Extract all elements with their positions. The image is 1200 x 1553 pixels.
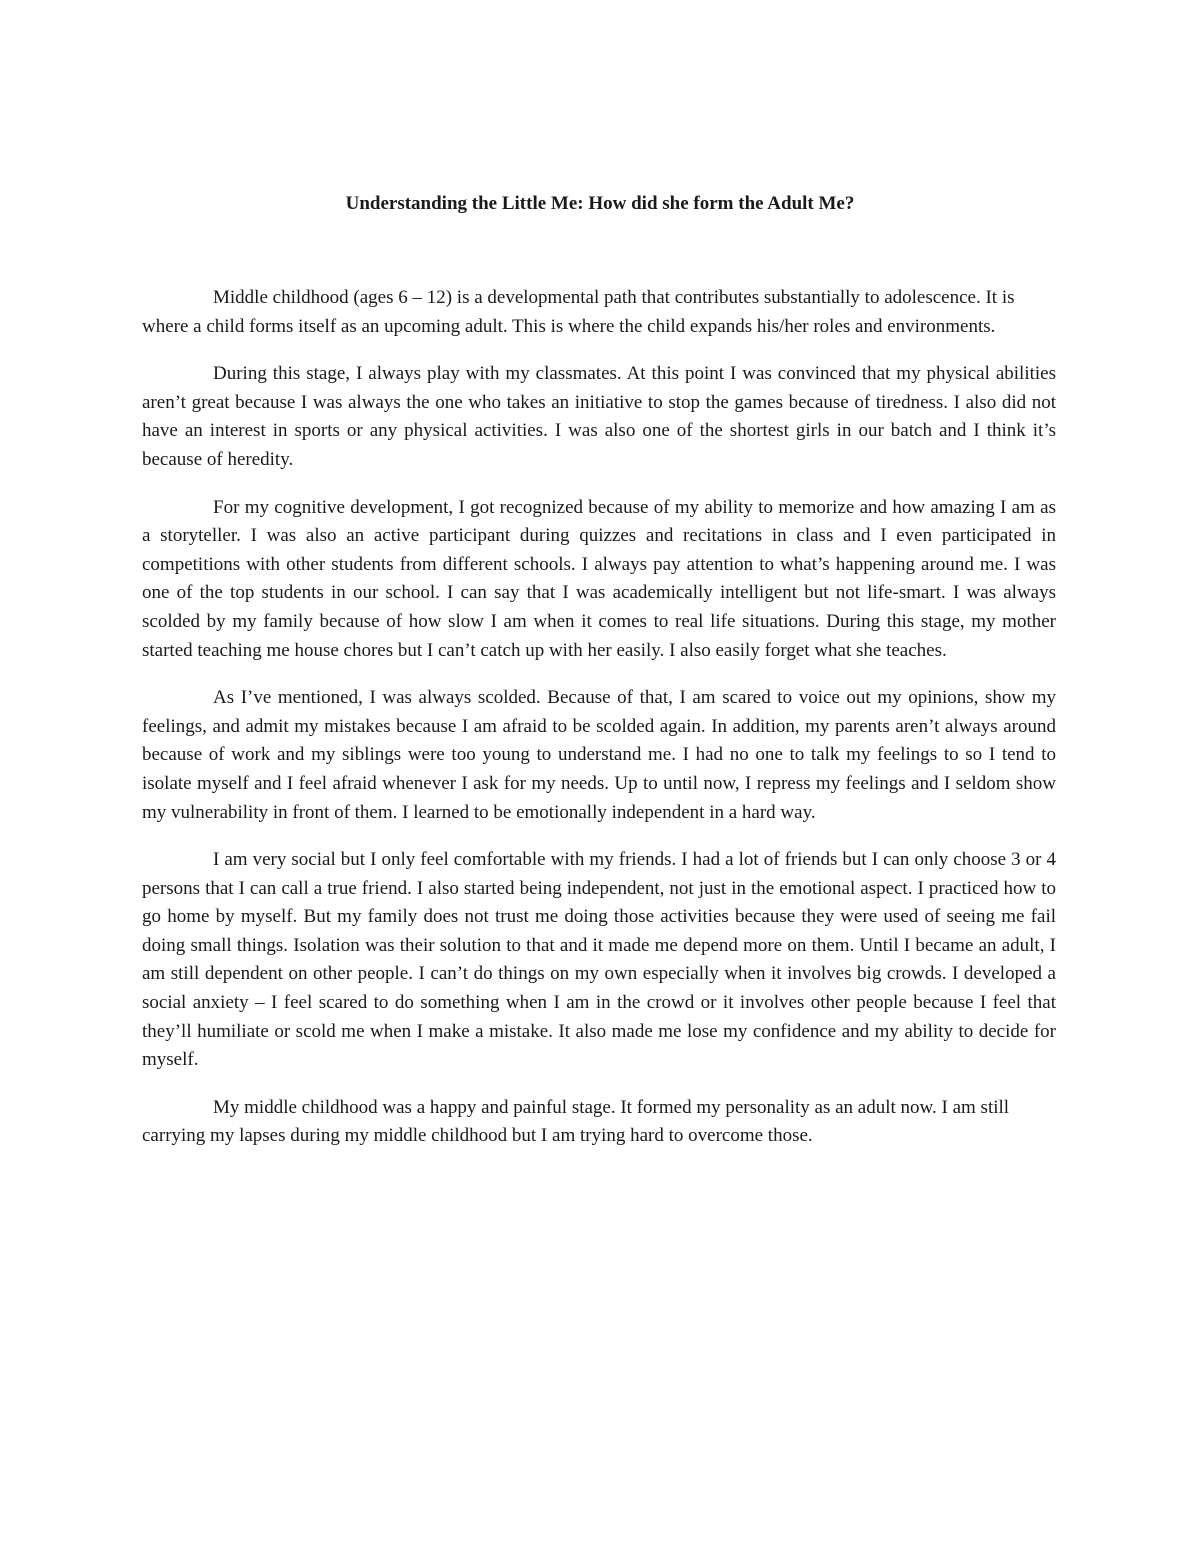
document-body (142, 284, 1056, 1151)
paragraph-emotional: As I’ve mentioned, I was always scolded. Because of that, I am scared to voice out my opinions, show my feelings, and admit my mistakes because I am afraid to be scolded again. In addition, my parents aren’t always around because of work and my siblings were too young to understand me. I had no one to talk my feelings to so I tend to isolate myself and I feel afraid whenever I ask for my needs. Up to until now, I repress my feelings and I seldom show my vulnerability in front of them. I learned to be emotionally independent in a hard way. (142, 687, 1056, 823)
paragraph-cognitive: For my cognitive development, I got recognized because of my ability to memorize and how amazing I am as a storyteller. I was also an active participant during quizzes and recitations in class and I even participated in competitions with other students from different schools. I always pay attention to what’s happening around me. I was one of the top students in our school. I can say that I was academically intelligent but not life-smart. I was always scolded by my family because of how slow I am when it comes to real life situations. During this stage, my mother started teaching me house chores but I can’t catch up with her easily. I also easily forget what she teaches. (142, 496, 1056, 661)
document-title: Understanding the Little Me: How did she form the Adult Me? (345, 193, 855, 214)
paragraph-social: I am very social but I only feel comfortable with my friends. I had a lot of friends but I can only choose 3 or 4 persons that I can call a true friend. I also started being independent, not just in the emotional aspect. I practiced how to go home by myself. But my family does not trust me doing those activities because they were used of seeing me fail doing small things. Isolation was their solution to that and it made me depend more on them. Until I became an adult, I am still dependent on other people. I can’t do things on my own especially when it involves big crowds. I developed a social anxiety – I feel scared to do something when I am in the crowd or it involves other people because I feel that they’ll humiliate or scold me when I make a mistake. It also made me lose my confidence and my ability to decide for myself. (142, 849, 1056, 1071)
paragraph-intro: Middle childhood (ages 6 – 12) is a developmental path that contributes substantially to adolescence. It is where a child forms itself as an upcoming adult. This is where the child expands his/her roles and environments. (142, 287, 1015, 337)
paragraph-physical: During this stage, I always play with my classmates. At this point I was convinced that my physical abilities aren’t great because I was always the one who takes an initiative to stop the games because of tiredness. I also did not have an interest in sports or any physical activities. I was also one of the shortest girls in our batch and I think it’s because of heredity. (142, 363, 1056, 470)
paragraph-conclusion: My middle childhood was a happy and painful stage. It formed my personality as an adult now. I am still carrying my lapses during my middle childhood but I am trying hard to overcome those. (142, 1096, 1010, 1147)
